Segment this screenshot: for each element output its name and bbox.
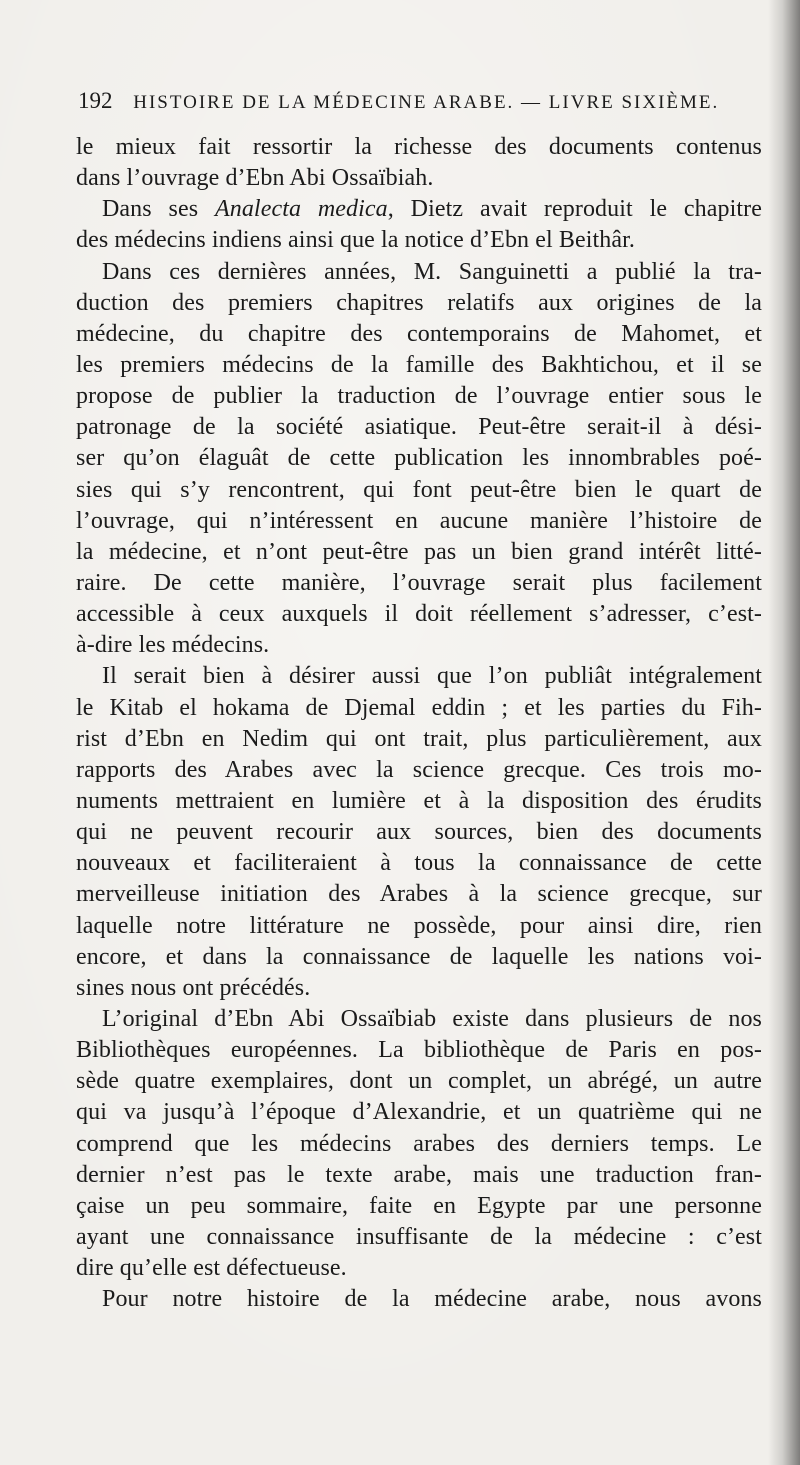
text-line: qui ne peuvent recourir aux sources, bien des documents — [76, 819, 762, 846]
text-line: Dans ces dernières années, M. Sanguinetti a publié la tra- — [102, 258, 762, 285]
text-line: accessible à ceux auxquels il doit réellement s’adresser, c’est- — [76, 601, 762, 628]
text-line: Il serait bien à désirer aussi que l’on publiât intégralement — [102, 663, 762, 690]
italic-title: Analecta medica — [214, 196, 388, 223]
text-line: Dans ses Analecta medica, Dietz avait reproduit le chapitre — [102, 196, 762, 223]
text-line: sies qui s’y rencontrent, qui font peut-être bien le quart de — [76, 476, 762, 503]
text-line: des médecins indiens ainsi que la notice d’Ebn el Beithâr. — [76, 227, 635, 254]
text-line: Pour notre histoire de la médecine arabe, nous avons — [102, 1286, 762, 1313]
text-line: qui va jusqu’à l’époque d’Alexandrie, et un quatrième qui ne — [76, 1099, 762, 1126]
text-line: raire. De cette manière, l’ouvrage serait plus facilement — [76, 569, 762, 596]
text-line: çaise un peu sommaire, faite en Egypte par une personne — [76, 1192, 762, 1219]
text-line: duction des premiers chapitres relatifs aux origines de la — [76, 289, 762, 316]
text-line: sines nous ont précédés. — [76, 974, 311, 1001]
page-number: 192 — [78, 88, 113, 113]
running-title: HISTOIRE DE LA MÉDECINE ARABE. — LIVRE SIXIÈME. — [133, 92, 720, 113]
text-line: L’original d’Ebn Abi Ossaïbiab existe dans plusieurs de nos — [102, 1005, 762, 1032]
text-line: le Kitab el hokama de Djemal eddin ; et les parties du Fih- — [76, 694, 762, 721]
text-line: rist d’Ebn en Nedim qui ont trait, plus particulièrement, aux — [76, 725, 762, 752]
text-line: le mieux fait ressortir la richesse des documents contenus — [76, 134, 762, 160]
body-text — [76, 132, 762, 1315]
text-line: dans l’ouvrage d’Ebn Abi Ossaïbiah. — [76, 165, 434, 192]
text-line: la médecine, et n’ont peut-être pas un bien grand intérêt litté- — [76, 538, 762, 565]
text-line: ayant une connaissance insuffisante de la médecine : c’est — [76, 1223, 762, 1250]
text-line: patronage de la société asiatique. Peut-être serait-il à dési- — [76, 414, 762, 441]
running-header — [78, 88, 758, 118]
text-line: laquelle notre littérature ne possède, pour ainsi dire, rien — [76, 912, 762, 939]
text-line: rapports des Arabes avec la science grecque. Ces trois mo- — [76, 756, 762, 783]
text-line: propose de publier la traduction de l’ouvrage entier sous le — [76, 383, 762, 410]
text-line: médecine, du chapitre des contemporains de Mahomet, et — [76, 320, 762, 347]
text-line: dernier n’est pas le texte arabe, mais une traduction fran- — [76, 1161, 762, 1188]
text-line: merveilleuse initiation des Arabes à la science grecque, sur — [76, 881, 762, 908]
text-line: numents mettraient en lumière et à la disposition des érudits — [76, 787, 762, 814]
text-line: l’ouvrage, qui n’intéressent en aucune manière l’histoire de — [76, 507, 762, 534]
text-line: ser qu’on élaguât de cette publication les innombrables poé- — [76, 445, 762, 472]
text-line: encore, et dans la connaissance de laquelle les nations voi- — [76, 943, 762, 970]
text-line: Bibliothèques européennes. La bibliothèque de Paris en pos- — [76, 1037, 762, 1064]
text-line: sède quatre exemplaires, dont un complet, un abrégé, un autre — [76, 1068, 762, 1095]
text-line: les premiers médecins de la famille des Bakhtichou, et il se — [76, 351, 762, 378]
text-line: à-dire les médecins. — [76, 632, 270, 659]
text-line: dire qu’elle est défectueuse. — [76, 1255, 347, 1282]
text-line: comprend que les médecins arabes des derniers temps. Le — [76, 1130, 762, 1157]
page-edge-shadow — [768, 0, 800, 1465]
text-line: nouveaux et faciliteraient à tous la connaissance de cette — [76, 850, 762, 877]
